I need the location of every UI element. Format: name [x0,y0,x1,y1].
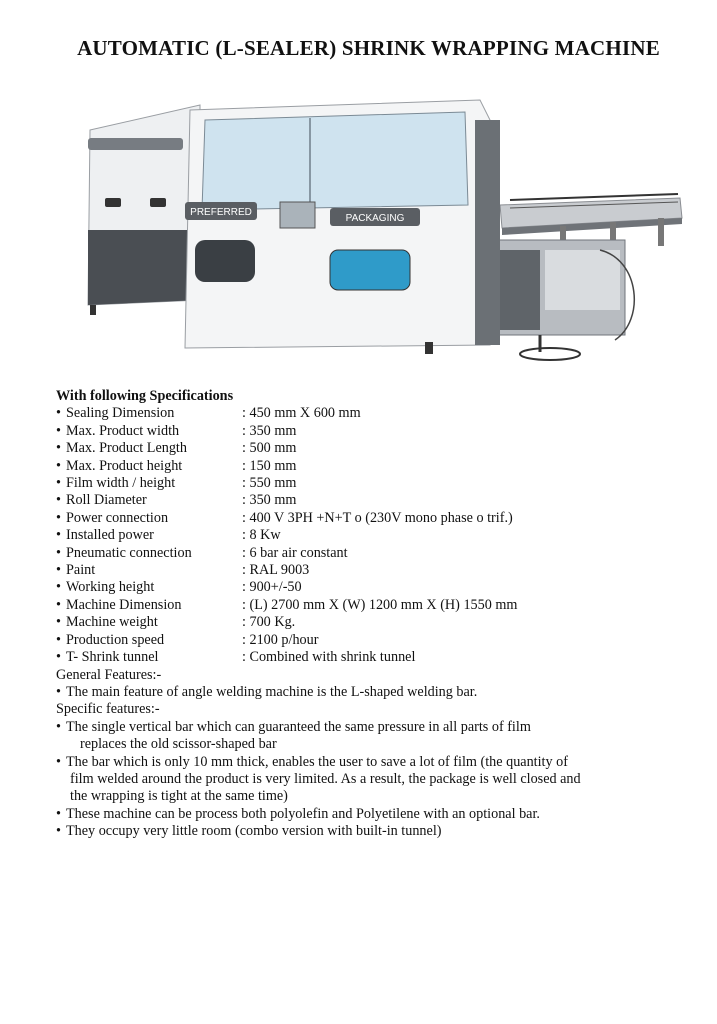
spec-list [56,405,696,666]
spec-value: : 400 V 3PH +N+T o (230V mono phase o trif.) [242,509,513,526]
spec-label: Machine Dimension [66,596,182,613]
bullet: • [56,596,61,613]
bullet: • [56,823,61,840]
spec-value: : 6 bar air constant [242,544,348,561]
film-unwinder [485,240,634,360]
specific-feature-item [56,754,696,806]
feature-text [66,806,696,823]
spec-value: : 550 mm [242,475,297,492]
spec-value: : 700 Kg. [242,614,296,631]
feature-line: These machine can be process both polyolefin and Polyetilene with an optional bar. [66,805,540,822]
bullet: • [56,753,61,770]
spec-label: Sealing Dimension [66,405,175,422]
general-heading: General Features:- [56,666,162,683]
spec-row [56,492,696,509]
bullet: • [56,492,61,509]
spec-row [56,562,696,579]
shrink-wrapping-machine-photo [70,90,700,380]
spec-label: Pneumatic connection [66,544,192,561]
feature-line: They occupy very little room (combo version with built-in tunnel) [66,823,442,840]
spec-label: Installed power [66,527,154,544]
spec-row [56,423,696,440]
spec-value: : RAL 9003 [242,562,310,579]
spec-row [56,545,696,562]
bullet: • [56,422,61,439]
spec-row [56,579,696,596]
feature-line: The single vertical bar which can guaranteed the same pressure in all parts of film [66,718,531,735]
spec-value: : 150 mm [242,457,297,474]
bullet: • [56,475,61,492]
spec-label: T- Shrink tunnel [66,649,159,666]
panel-label-right: PACKAGING [345,213,405,224]
spec-value: : 350 mm [242,492,297,509]
general-feature-item [56,684,696,701]
specific-features-list [56,719,696,841]
spec-label: Working height [66,579,155,596]
spec-label: Max. Product width [66,422,180,439]
spec-value: : 2100 p/hour [242,631,319,648]
general-features-list [56,684,696,701]
spec-row [56,440,696,457]
specific-feature-item [56,806,696,823]
bullet: • [56,718,61,735]
feature-text: The main feature of angle welding machine is the L-shaped welding bar. [66,683,478,700]
spec-label: Machine weight [66,614,158,631]
specs-heading: With following Specifications [56,388,234,404]
specific-feature-item [56,719,696,754]
bullet: • [56,457,61,474]
spec-value: : (L) 2700 mm X (W) 1200 mm X (H) 1550 mm [242,596,518,613]
bullet: • [56,562,61,579]
bullet: • [56,527,61,544]
panel-label-left: PREFERRED [190,207,252,218]
bullet: • [56,440,61,457]
spec-row [56,649,696,666]
bullet: • [56,683,61,700]
bullet: • [56,631,61,648]
spec-row [56,510,696,527]
feature-line: The bar which is only 10 mm thick, enables the user to save a lot of film (the quantity of [66,753,568,770]
spec-value: : 900+/-50 [242,579,302,596]
spec-label: Max. Product Length [66,440,187,457]
machine-body [88,100,500,354]
specifications-section [56,388,696,841]
spec-label: Film width / height [66,475,176,492]
bullet: • [56,649,61,666]
specific-feature-item [56,823,696,840]
spec-label: Max. Product height [66,457,183,474]
spec-value: : 500 mm [242,440,297,457]
feature-text [66,823,696,840]
spec-row [56,527,696,544]
spec-value: : 350 mm [242,422,297,439]
spec-row [56,632,696,649]
spec-label: Power connection [66,509,169,526]
spec-label: Roll Diameter [66,492,147,509]
spec-value: : 8 Kw [242,527,281,544]
bullet: • [56,805,61,822]
bullet: • [56,405,61,422]
bullet: • [56,544,61,561]
spec-value: : 450 mm X 600 mm [242,405,361,422]
feature-text [66,719,696,754]
page-title: AUTOMATIC (L-SEALER) SHRINK WRAPPING MACHINE [77,36,660,60]
bullet: • [56,614,61,631]
spec-label: Paint [66,562,96,579]
spec-row [56,614,696,631]
feature-line: the wrapping is tight at the same time) [70,788,288,805]
spec-row [56,405,696,422]
spec-row [56,475,696,492]
bullet: • [56,579,61,596]
spec-row [56,597,696,614]
bullet: • [56,509,61,526]
feature-line: replaces the old scissor-shaped bar [80,736,277,753]
spec-value: : Combined with shrink tunnel [242,649,416,666]
feature-line: film welded around the product is very limited. As a result, the package is well closed and [70,770,581,787]
spec-label: Production speed [66,631,165,648]
feature-text [66,754,696,806]
spec-row [56,458,696,475]
specific-heading: Specific features:- [56,701,160,718]
